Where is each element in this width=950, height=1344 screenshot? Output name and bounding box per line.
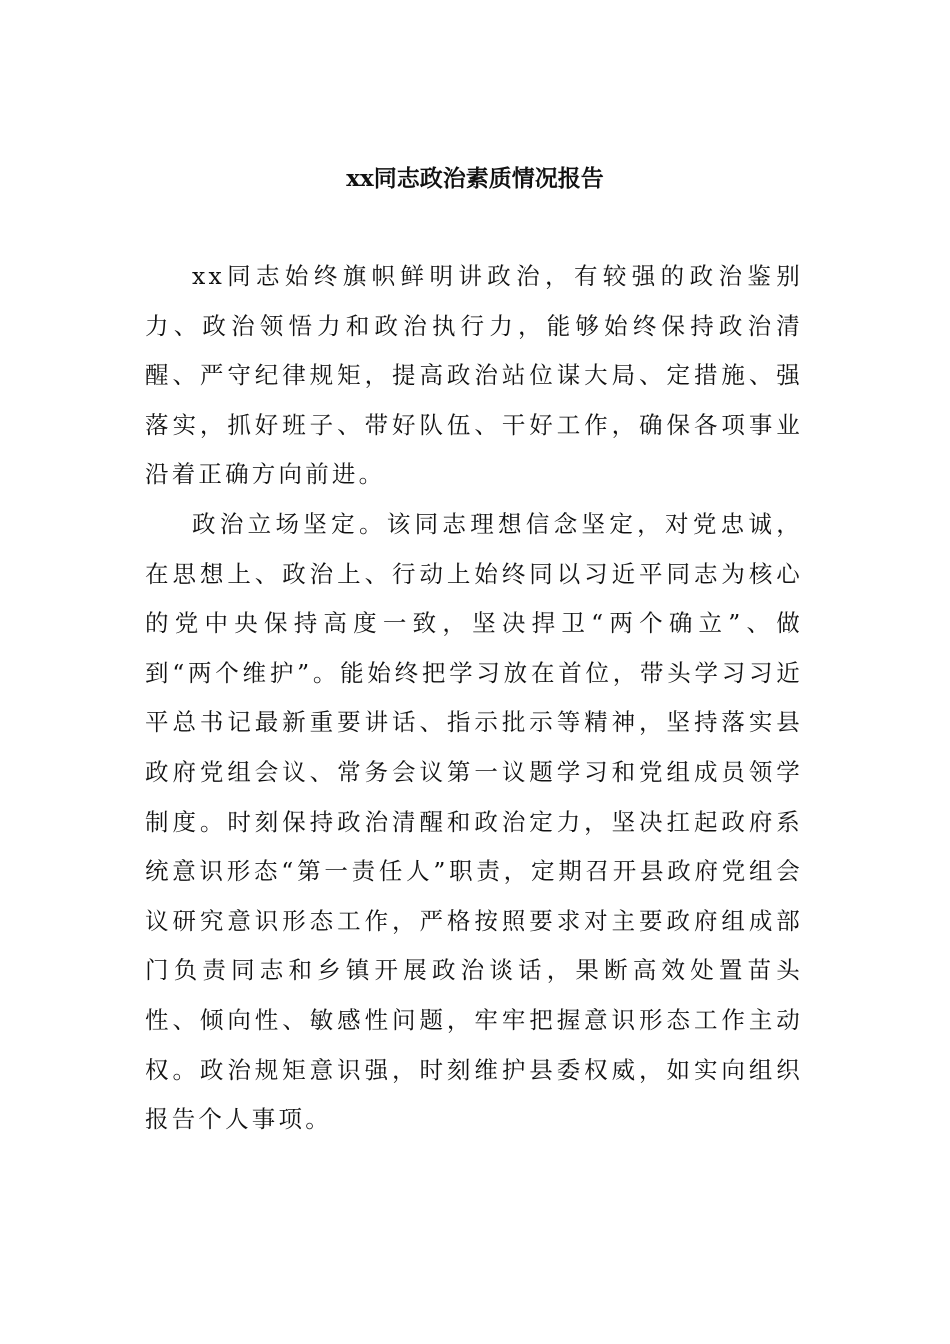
document-title: xx同志政治素质情况报告 [346, 165, 604, 192]
paragraph-political-stance: 政治立场坚定。该同志理想信念坚定，对党忠诚，在思想上、政治上、行动上始终同以习近平同志为核心的党中央保持高度一致，坚决捍卫“两个确立”、做到“两个维护”。能始终把学习放在首位，带头学习习近平总书记最新重要讲话、指示批示等精神，坚持落实县政府党组会议、常务会议第一议题学习和党组成员领学制度。时刻保持政治清醒和政治定力，坚决扛起政府系统意识形态“第一责任人”职责，定期召开县政府党组会议研究意识形态工作，严格按照要求对主要政府组成部门负责同志和乡镇开展政治谈话，果断高效处置苗头性、倾向性、敏感性问题，牢牢把握意识形态工作主动权。政治规矩意识强，时刻维护县委权威，如实向组织报告个人事项。 [145, 509, 803, 1134]
paragraph-intro: xx同志始终旗帜鲜明讲政治，有较强的政治鉴别力、政治领悟力和政治执行力，能够始终保持政治清醒、严守纪律规矩，提高政治站位谋大局、定措施、强落实，抓好班子、带好队伍、干好工作，确保各项事业沿着正确方向前进。 [145, 262, 803, 489]
document-body [145, 252, 803, 1145]
